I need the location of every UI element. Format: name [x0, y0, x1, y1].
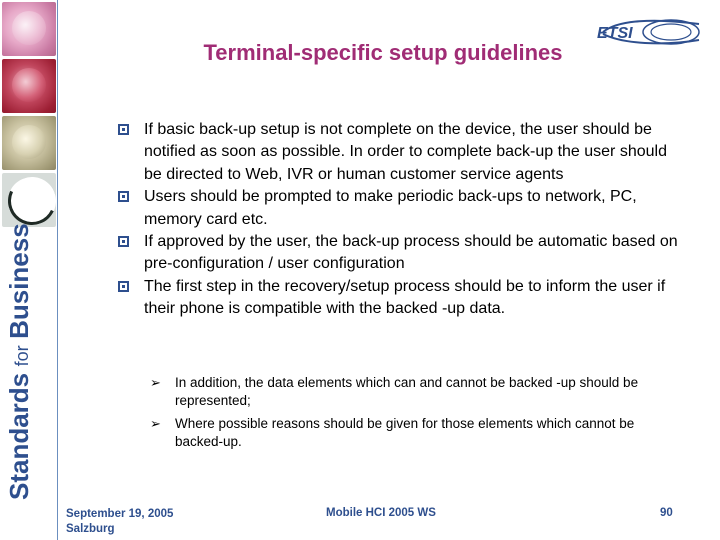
- bullet-text: The first step in the recovery/setup process should be to inform the user if their phone is compatible with the backed -up data.: [144, 277, 666, 318]
- sub-bullet-text: Where possible reasons should be given for those elements which cannot be backed-up.: [175, 415, 635, 450]
- list-item: [118, 276, 678, 321]
- page-number: 90: [660, 507, 673, 519]
- globe-image-beige: [2, 116, 56, 170]
- globe-icon: [12, 68, 46, 102]
- bullet-text: If approved by the user, the back-up process should be automatic based on pre-configuration / user configuration: [144, 233, 678, 273]
- list-item: [118, 119, 678, 186]
- bullet-box-icon: [118, 124, 129, 135]
- globe-image-pink: [2, 2, 56, 56]
- bullet-text: Users should be prompted to make periodic back-ups to network, PC, memory card etc.: [144, 188, 637, 228]
- tagline-word-for: for: [12, 345, 32, 367]
- bullet-text: If basic back-up setup is not complete on the device, the user should be notified as soon as possible. In order to complete back-up the user should be directed to Web, IVR or human customer service agents: [144, 121, 667, 183]
- globe-icon: [12, 11, 46, 45]
- footer-event: Mobile HCI 2005 WS: [326, 507, 436, 519]
- sub-bullet-list: [150, 374, 680, 456]
- footer-location: Salzburg: [66, 523, 115, 535]
- footer-date-location: [66, 507, 173, 537]
- list-item: [118, 186, 678, 231]
- sidebar-divider: [57, 0, 58, 540]
- list-item: [150, 374, 680, 411]
- globe-icon: [12, 125, 46, 159]
- sub-bullet-text: In addition, the data elements which can and cannot be backed -up should be represented;: [175, 375, 639, 409]
- sidebar: [0, 0, 58, 540]
- list-item: [150, 415, 680, 452]
- tagline-word-business: Business: [4, 223, 34, 339]
- bullet-box-icon: [118, 281, 129, 292]
- list-item: [118, 231, 678, 276]
- tagline-word-standards: Standards: [4, 372, 34, 500]
- footer-date: September 19, 2005: [66, 508, 174, 520]
- bullet-box-icon: [118, 191, 129, 202]
- bullet-list: [118, 119, 678, 321]
- logo-text: ETSI: [597, 25, 633, 42]
- arrow-bullet-icon: ➢: [150, 415, 161, 431]
- arrow-bullet-icon: ➢: [150, 375, 161, 390]
- bullet-box-icon: [118, 236, 129, 247]
- sidebar-tagline: [4, 200, 52, 500]
- globe-image-red: [2, 59, 56, 113]
- page-title: Terminal-specific setup guidelines: [203, 40, 563, 65]
